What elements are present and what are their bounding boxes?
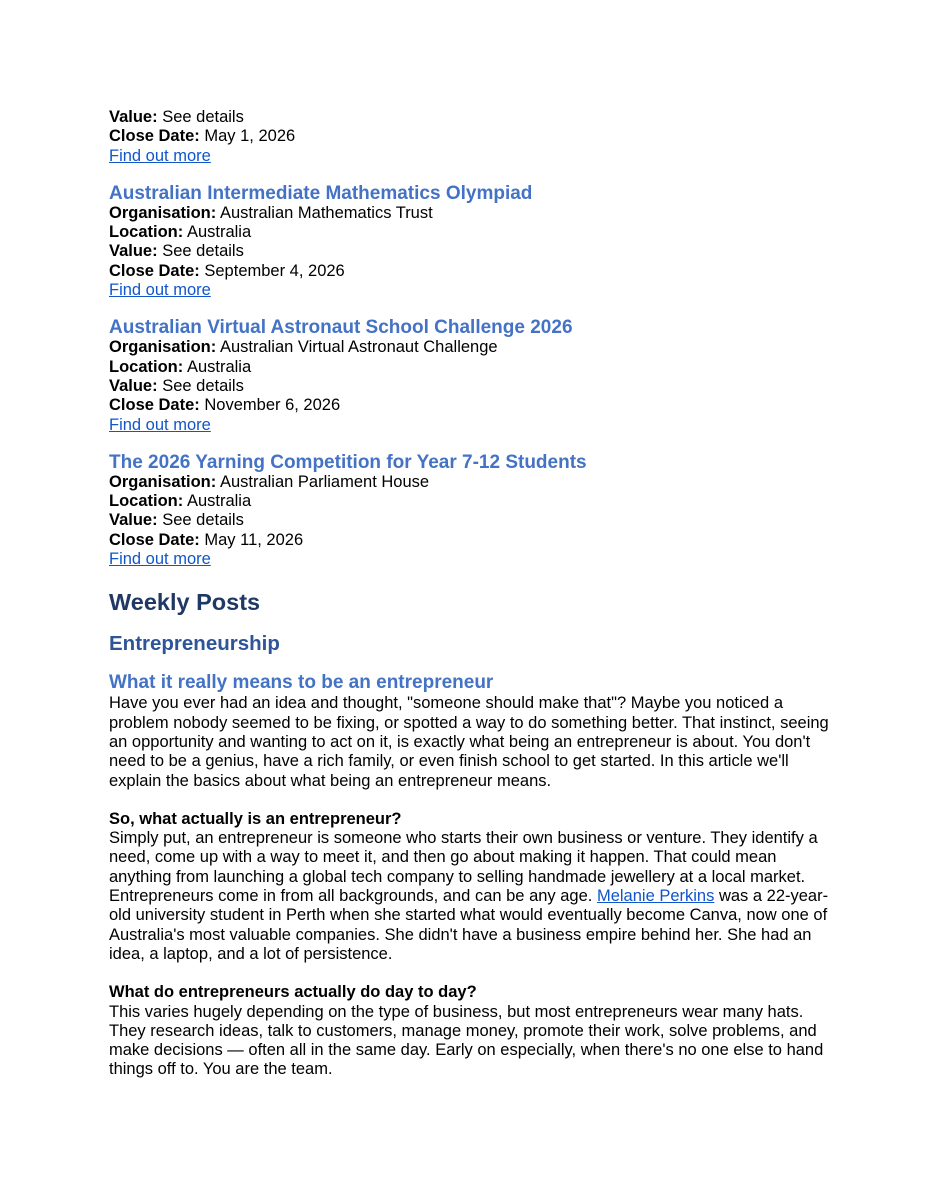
location-text: Australia bbox=[186, 357, 252, 376]
entry-title: Australian Intermediate Mathematics Olympiad bbox=[109, 182, 533, 204]
location-row bbox=[109, 358, 829, 377]
find-out-more-link[interactable]: Find out more bbox=[109, 415, 211, 434]
close-date-row bbox=[109, 262, 829, 281]
location-text: Australia bbox=[186, 492, 252, 511]
organisation-text: Australian Virtual Astronaut Challenge bbox=[219, 338, 498, 357]
close-date-label: Close Date: bbox=[109, 396, 200, 415]
find-out-more-link[interactable]: Find out more bbox=[109, 281, 211, 300]
close-date-label: Close Date: bbox=[109, 261, 200, 280]
organisation-row bbox=[109, 473, 829, 492]
location-label: Location: bbox=[109, 357, 184, 376]
article-intro: Have you ever had an idea and thought, "someone should make that"? Maybe you noticed a problem nobody seemed to be fixing, or spotted a way to do something better. That instinct, seeing an opportunity and wanting to act on it, is exactly what being an entrepreneur is about. You don't need to be a genius, have a rich family, or even finish school to get started. In this article we'll explain the basics about what being an entrepreneur means. bbox=[109, 694, 829, 790]
value-row bbox=[109, 242, 829, 261]
organisation-row bbox=[109, 338, 829, 357]
opportunity-entry-partial bbox=[109, 108, 829, 166]
opportunity-entry bbox=[109, 184, 829, 300]
close-date-text: September 4, 2026 bbox=[204, 261, 345, 280]
location-label: Location: bbox=[109, 492, 184, 511]
value-label: Value: bbox=[109, 511, 158, 530]
find-out-more-link[interactable]: Find out more bbox=[109, 550, 211, 569]
opportunity-entry bbox=[109, 453, 829, 569]
organisation-row bbox=[109, 204, 829, 223]
section-heading: What do entrepreneurs actually do day to day? bbox=[109, 983, 477, 1002]
value-label: Value: bbox=[109, 108, 158, 126]
value-text: See details bbox=[162, 511, 244, 530]
melanie-perkins-link[interactable]: Melanie Perkins bbox=[596, 887, 715, 906]
weekly-posts-heading: Weekly Posts bbox=[109, 589, 261, 616]
entry-title: Australian Virtual Astronaut School Challenge 2026 bbox=[109, 317, 573, 339]
value-row bbox=[109, 511, 829, 530]
value-text: See details bbox=[162, 376, 244, 395]
value-label: Value: bbox=[109, 242, 158, 261]
organisation-label: Organisation: bbox=[109, 338, 217, 357]
organisation-text: Australian Parliament House bbox=[219, 472, 430, 491]
section-heading: So, what actually is an entrepreneur? bbox=[109, 809, 402, 828]
opportunity-entry bbox=[109, 318, 829, 434]
location-row bbox=[109, 223, 829, 242]
close-date-row bbox=[109, 396, 829, 415]
section-text: Simply put, an entrepreneur is someone who starts their own business or venture. They identify a need, come up with a way to meet it, and then go about making it happen. That could mean anything from launching a global tech company to selling handmade jewellery at a local market. Entrepreneurs come in from all backgrounds, and can be any age. bbox=[109, 829, 818, 906]
organisation-label: Organisation: bbox=[109, 203, 217, 222]
organisation-label: Organisation: bbox=[109, 472, 217, 491]
value-text: See details bbox=[162, 108, 244, 126]
organisation-text: Australian Mathematics Trust bbox=[219, 203, 433, 222]
category-heading: Entrepreneurship bbox=[109, 632, 280, 656]
close-date-text: May 1, 2026 bbox=[204, 127, 296, 146]
article-title: What it really means to be an entrepreneur bbox=[109, 672, 494, 694]
value-label: Value: bbox=[109, 376, 158, 395]
value-text: See details bbox=[162, 242, 244, 261]
section-body bbox=[109, 829, 829, 964]
close-date-row bbox=[109, 531, 829, 550]
location-label: Location: bbox=[109, 223, 184, 242]
close-date-text: May 11, 2026 bbox=[204, 530, 304, 549]
close-date-label: Close Date: bbox=[109, 127, 200, 146]
document-page bbox=[109, 108, 829, 1080]
entry-title: The 2026 Yarning Competition for Year 7-12 Students bbox=[109, 451, 587, 473]
section-text: was a 22-year-old university student in Perth when she started what would eventually become Canva, now one of Australia's most valuable companies. She didn't have a business empire behind her. She had an idea, a laptop, and a lot of persistence. bbox=[109, 887, 829, 963]
find-out-more-link[interactable]: Find out more bbox=[109, 146, 211, 165]
close-date-row bbox=[109, 127, 829, 146]
location-row bbox=[109, 492, 829, 511]
section-body: This varies hugely depending on the type of business, but most entrepreneurs wear many hats. They research ideas, talk to customers, manage money, promote their work, solve problems, and make decisions — often all in the same day. Early on especially, when there's no one else to hand things off to. You are the team. bbox=[109, 1002, 824, 1079]
close-date-text: November 6, 2026 bbox=[204, 396, 341, 415]
value-row bbox=[109, 108, 829, 127]
close-date-label: Close Date: bbox=[109, 530, 200, 549]
location-text: Australia bbox=[186, 223, 252, 242]
value-row bbox=[109, 377, 829, 396]
